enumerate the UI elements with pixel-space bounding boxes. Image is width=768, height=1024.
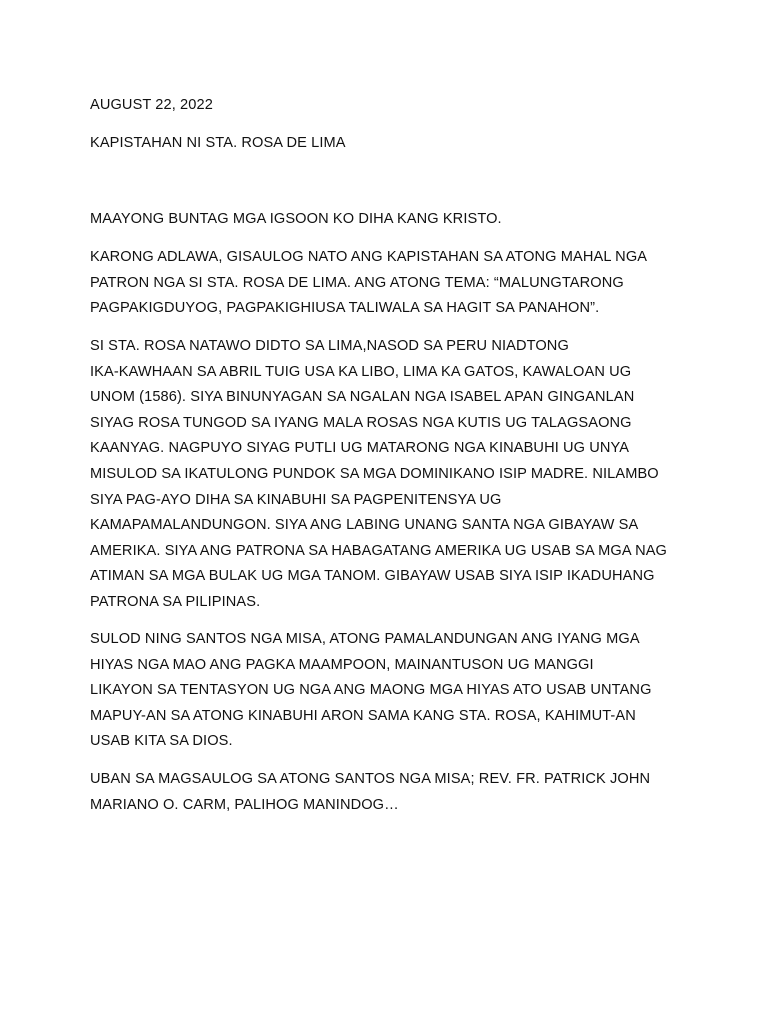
date-line xyxy=(90,93,690,119)
date-text: AUGUST 22, 2022 xyxy=(90,97,213,113)
paragraph-line: UBAN SA MAGSAULOG SA ATONG SANTOS NGA MISA; REV. FR. PATRICK JOHN xyxy=(90,771,651,787)
paragraph-line: KAMAPAMALANDUNGON. SIYA ANG LABING UNANG SANTA NGA GIBAYAW SA xyxy=(90,517,639,534)
paragraph-line: KARONG ADLAWA, GISAULOG NATO ANG KAPISTAHAN SA ATONG MAHAL NGA xyxy=(90,249,648,265)
paragraph-line: USAB KITA SA DIOS. xyxy=(90,733,233,750)
paragraph-line: MAPUY-AN SA ATONG KINABUHI ARON SAMA KANG STA. ROSA, KAHIMUT-AN xyxy=(90,707,636,724)
paragraph-line: MARIANO O. CARM, PALIHOG MANINDOG… xyxy=(90,796,399,813)
paragraph-line: ATIMAN SA MGA BULAK UG MGA TANOM. GIBAYAW USAB SIYA ISIP IKADUHANG xyxy=(90,568,655,585)
paragraph-line: IKA-KAWHAAN SA ABRIL TUIG USA KA LIBO, LIMA KA GATOS, KAWALOAN UG xyxy=(90,363,632,380)
paragraph-theme xyxy=(90,245,690,322)
greeting-paragraph xyxy=(90,207,690,233)
paragraph-line: KAANYAG. NAGPUYO SIYAG PUTLI UG MATARONG NGA KINABUHI UG UNYA xyxy=(90,440,630,457)
paragraph-line: PATRONA SA PILIPINAS. xyxy=(90,593,261,610)
paragraph-line: PAGPAKIGDUYOG, PAGPAKIGHIUSA TALIWALA SA HAGIT SA PANAHON”. xyxy=(90,300,600,317)
document-title: KAPISTAHAN NI STA. ROSA DE LIMA xyxy=(90,135,346,151)
paragraph-line: AMERIKA. SIYA ANG PATRONA SA HABAGATANG AMERIKA UG USAB SA MGA NAG xyxy=(90,542,667,559)
paragraph-line: LIKAYON SA TENTASYON UG NGA ANG MAONG MGA HIYAS ATO USAB UNTANG xyxy=(90,682,652,699)
paragraph-virtues xyxy=(90,627,690,755)
title-line xyxy=(90,131,690,157)
paragraph-biography xyxy=(90,334,690,616)
paragraph-closing xyxy=(90,767,690,818)
paragraph-line: SIYAG ROSA TUNGOD SA IYANG MALA ROSAS NGA KUTIS UG TALAGSAONG xyxy=(90,414,632,431)
paragraph-line: SIYA PAG-AYO DIHA SA KINABUHI SA PAGPENITENSYA UG xyxy=(90,491,502,508)
paragraph-line: MISULOD SA IKATULONG PUNDOK SA MGA DOMINIKANO ISIP MADRE. NILAMBO xyxy=(90,465,659,482)
paragraph-line: PATRON NGA SI STA. ROSA DE LIMA. ANG ATONG TEMA: “MALUNGTARONG xyxy=(90,274,624,291)
paragraph-line: SULOD NING SANTOS NGA MISA, ATONG PAMALANDUNGAN ANG IYANG MGA xyxy=(90,631,640,647)
paragraph-line: HIYAS NGA MAO ANG PAGKA MAAMPOON, MAINANTUSON UG MANGGI xyxy=(90,656,594,673)
paragraph-line: UNOM (1586). SIYA BINUNYAGAN SA NGALAN NGA ISABEL APAN GINGANLAN xyxy=(90,389,635,406)
greeting-text: MAAYONG BUNTAG MGA IGSOON KO DIHA KANG KRISTO. xyxy=(90,211,502,227)
paragraph-line: SI STA. ROSA NATAWO DIDTO SA LIMA,NASOD SA PERU NIADTONG xyxy=(90,338,569,354)
